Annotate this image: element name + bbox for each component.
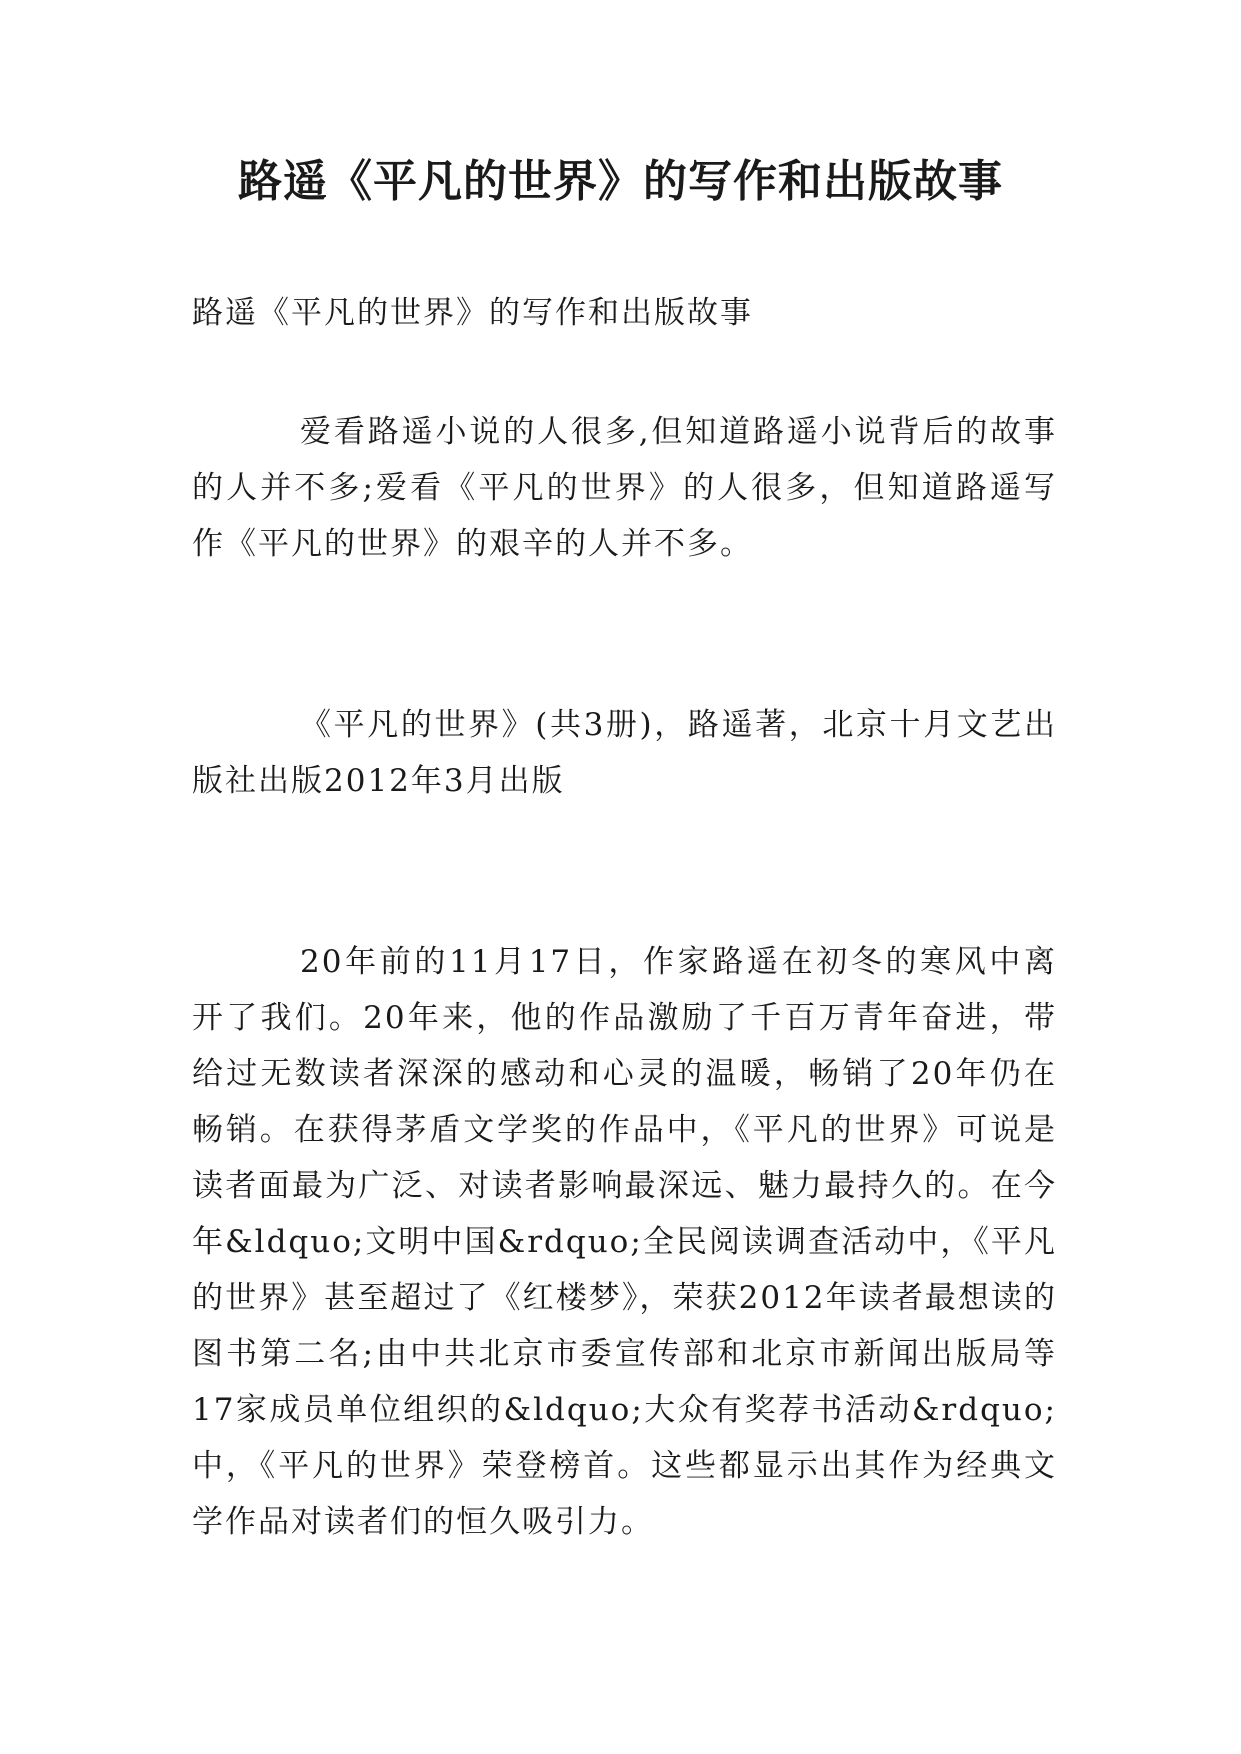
paragraph-book-info: 《平凡的世界》(共3册)，路遥著，北京十月文艺出版社出版2012年3月出版: [192, 707, 1057, 799]
document-subtitle: 路遥《平凡的世界》的写作和出版故事: [192, 295, 753, 331]
document-title: 路遥《平凡的世界》的写作和出版故事: [238, 156, 1003, 207]
paragraph-anniversary: 20年前的11月17日，作家路遥在初冬的寒风中离开了我们。20年来，他的作品激励了千百万青年奋进，带给过无数读者深深的感动和心灵的温暖，畅销了20年仍在畅销。在获得茅盾文学奖的作品中，《平凡的世界》可说是读者面最为广泛、对读者影响最深远、魅力最持久的。在今年&ldquo;文明中国&rdquo;全民阅读调查活动中，《平凡的世界》甚至超过了《红楼梦》，荣获2012年读者最想读的图书第二名;由中共北京市委宣传部和北京市新闻出版局等17家成员单位组织的&ldquo;大众有奖荐书活动&rdquo;中，《平凡的世界》荣登榜首。这些都显示出其作为经典文学作品对读者们的恒久吸引力。: [192, 944, 1057, 1540]
paragraph-intro: 爱看路遥小说的人很多,但知道路遥小说背后的故事的人并不多;爱看《平凡的世界》的人很多，但知道路遥写作《平凡的世界》的艰辛的人并不多。: [192, 414, 1057, 562]
